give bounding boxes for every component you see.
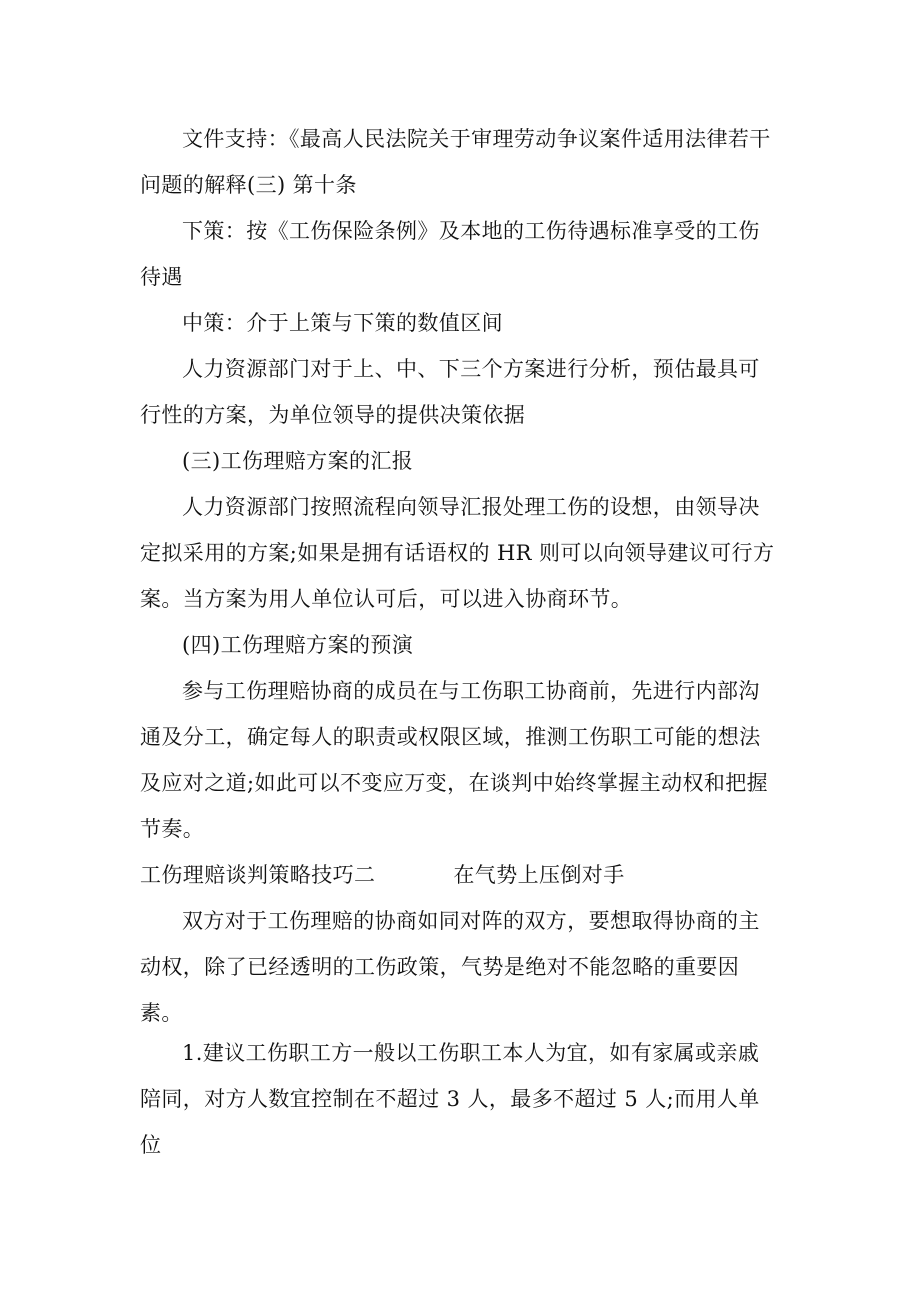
subheading-report: (三)工伤理赔方案的汇报: [182, 449, 414, 473]
paragraph-middle-strategy: 中策：介于上策与下策的数值区间: [182, 311, 503, 335]
section-heading-left: 工伤理赔谈判策略技巧二: [140, 863, 376, 887]
paragraph-document-support: 文件支持：《最高人民法院关于审理劳动争议案件适用法律若干问题的解释(三) 第十条: [140, 127, 771, 197]
paragraph-item-1: 1.建议工伤职工方一般以工伤职工本人为宜，如有家属或亲戚陪同，对方人数宜控制在不超过 3 人，最多不超过 5 人;而用人单位: [140, 1041, 760, 1157]
paragraph-momentum: 双方对于工伤理赔的协商如同对阵的双方，要想取得协商的主动权，除了已经透明的工伤政策，气势是绝对不能忽略的重要因素。: [140, 909, 760, 1025]
paragraph-hr-analysis: 人力资源部门对于上、中、下三个方案进行分析，预估最具可行性的方案，为单位领导的提供决策依据: [140, 357, 760, 427]
subheading-rehearsal: (四)工伤理赔方案的预演: [182, 633, 414, 657]
paragraph-report-process: 人力资源部门按照流程向领导汇报处理工伤的设想，由领导决定拟采用的方案;如果是拥有话语权的 HR 则可以向领导建议可行方案。当方案为用人单位认可后，可以进入协商环节。: [140, 495, 775, 611]
section-heading: [140, 852, 780, 898]
paragraph-rehearsal-detail: 参与工伤理赔协商的成员在与工伤职工协商前，先进行内部沟通及分工，确定每人的职责或权限区域，推测工伤职工可能的想法及应对之道;如此可以不变应万变，在谈判中始终掌握主动权和把握节奏。: [140, 679, 769, 841]
section-heading-right: 在气势上压倒对手: [453, 863, 625, 887]
paragraph-lower-strategy: 下策：按《工伤保险条例》及本地的工伤待遇标准享受的工伤待遇: [140, 219, 760, 289]
